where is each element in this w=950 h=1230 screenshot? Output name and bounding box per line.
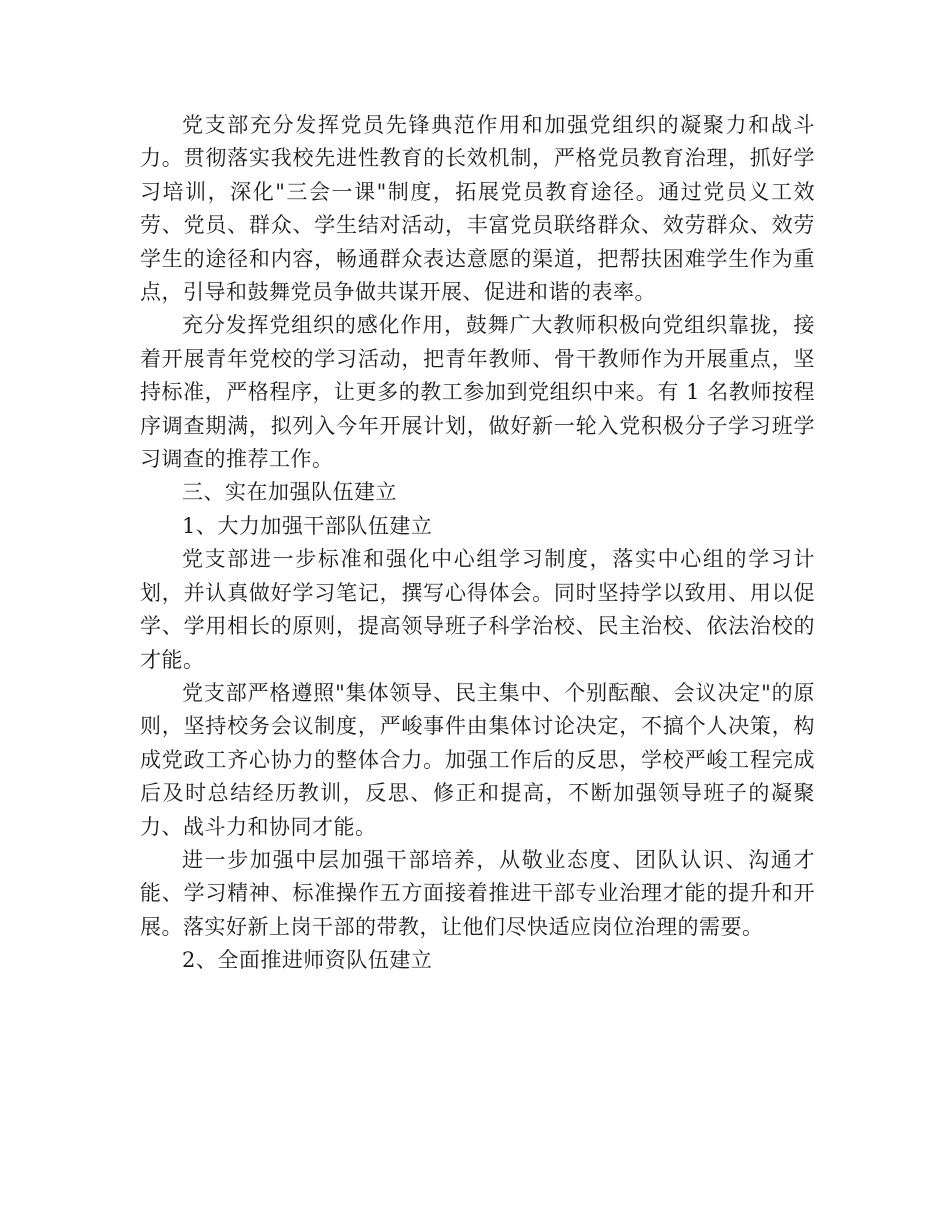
paragraph-party-role: 党支部充分发挥党员先锋典范作用和加强党组织的凝聚力和战斗力。贯彻落实我校先进性教育的长效机制，严格党员教育治理，抓好学习培训，深化"三会一课"制度，拓展党员教育途径。通过党员义工效劳、党员、群众、学生结对活动，丰富党员联络群众、效劳群众、效劳学生的途径和内容，畅通群众表达意愿的渠道，把帮扶困难学生作为重点，引导和鼓舞党员争做共谋开展、促进和谐的表率。: [140, 113, 815, 305]
paragraph-party-influence: 充分发挥党组织的感化作用，鼓舞广大教师积极向党组织靠拢，接着开展青年党校的学习活动，把青年教师、骨干教师作为开展重点，坚持标准，严格程序，让更多的教工参加到党组织中来。有 1 名教师按程序调查期满，拟列入今年开展计划，做好新一轮入党积极分子学习班学习调查的推荐工作。: [140, 313, 815, 472]
subheading-cadre-team: 1、大力加强干部队伍建立: [182, 513, 433, 538]
paragraph-collective-leadership: 党支部严格遵照"集体领导、民主集中、个别酝酿、会议决定"的原则，坚持校务会议制度，严峻事件由集体讨论决定，不搞个人决策，构成党政工齐心协力的整体合力。加强工作后的反思，学校严峻工程完成后及时总结经历教训，反思、修正和提高，不断加强领导班子的凝聚力、战斗力和协同才能。: [140, 680, 815, 839]
paragraph-central-group-study: 党支部进一步标准和强化中心组学习制度，落实中心组的学习计划，并认真做好学习笔记，撰写心得体会。同时坚持学以致用、用以促学、学用相长的原则，提高领导班子科学治校、民主治校、依法治校的才能。: [140, 547, 815, 672]
subheading-teacher-team: 2、全面推进师资队伍建立: [182, 948, 433, 973]
paragraph-middle-cadre-training: 进一步加强中层加强干部培养，从敬业态度、团队认识、沟通才能、学习精神、标准操作五方面接着推进干部专业治理才能的提升和开展。落实好新上岗干部的带教，让他们尽快适应岗位治理的需要。: [140, 847, 815, 939]
section-heading-team-building: 三、实在加强队伍建立: [182, 480, 397, 505]
